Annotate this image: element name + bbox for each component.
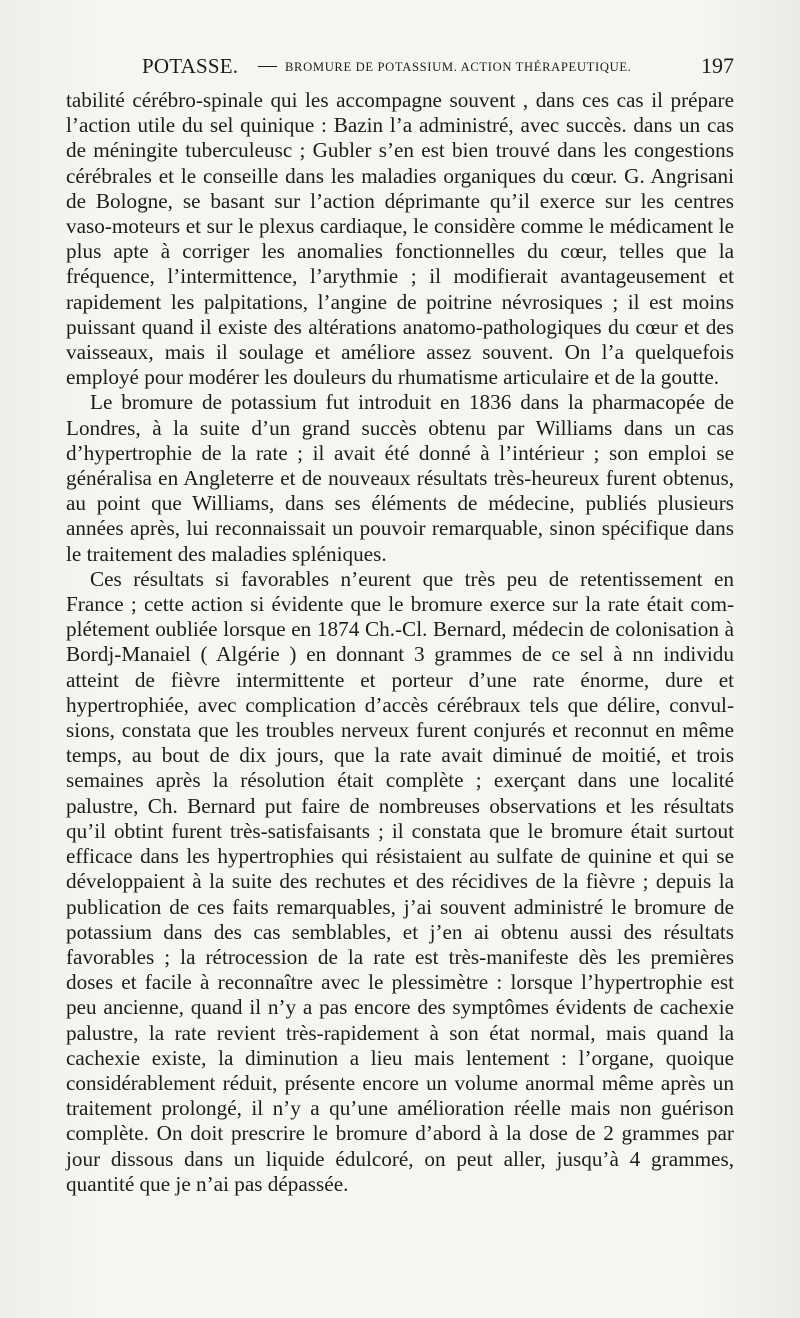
page-number: 197 xyxy=(701,53,734,78)
body-text xyxy=(66,88,734,1197)
running-head xyxy=(140,50,734,80)
section-subtitle: BROMURE DE POTASSIUM. ACTION THÉRAPEUTIQUE. xyxy=(285,60,632,74)
header-dash: — xyxy=(258,55,277,76)
paragraph-bernard: Ces résultats si favorables n’eurent que très peu de retentissement en France ; cette action si évidente que le bromure exerce sur la rate était complétement oubliée lorsque en 1874 Ch.-Cl. Bernard, médecin de colonisation à Bordj-Manaiel ( Algérie ) en donnant 3 grammes de ce sel à nn individu atteint de fièvre intermittente et porteur d’une rate énorme, dure et hypertrophiée, avec complication d’accès cérébraux tels que délire, convulsions, constata que les troubles nerveux furent conjurés et reconnut en même temps, au bout de dix jours, que la rate avait diminué de moitié, et trois semaines après la résolution était complète ; exerçant dans une localité palustre, Ch. Bernard put faire de nombreuses observations et les résultats qu’il obtint furent très-satisfaisants ; il constata que le bromure était surtout efficace dans les hypertrophies qui résistaient au sulfate de quinine et qui se développaient à la suite des rechutes et des récidives de la fièvre ; depuis la publication de ces faits remarquables, j’ai souvent administré le bromure de potassium dans des cas semblables, et j’en ai obtenu aussi des résultats favorables ; la rétrocession de la rate est très-manifeste dès les premières doses et facile à reconnaître avec le plessimètre : lorsque l’hypertrophie est peu ancienne, quand il n’y a pas encore des symptômes évidents de cachexie palustre, la rate revient très-rapidement à son état normal, mais quand la cachexie existe, la diminution a lieu mais lentement : l’organe, quoique considérablement réduit, présente encore un volume anormal même après un traitement prolongé, il n’y a qu’une amélioration réelle mais non guérison complète. On doit prescrire le bromure d’abord à la dose de 2 grammes par jour dissous dans un liquide édulcoré, on peut aller, jusqu’à 4 grammes, quantité que je n’ai pas dépassée. xyxy=(66,566,734,1196)
paragraph-history: Le bromure de potassium fut introduit en 1836 dans la pharmacopée de Londres, à la suite d’un grand succès obtenu par Williams dans un cas d’hypertrophie de la rate ; il avait été donné à l’intérieur ; son emploi se généralisa en Angleterre et de nouveaux résultats très-heureux furent obtenus, au point que Williams, dans ses éléments de médecine, publiés plusieurs années après, lui reconnaissait un pouvoir remarquable, sinon spécifique dans le traitement des maladies spléniques. xyxy=(66,390,734,566)
section-title: POTASSE. xyxy=(142,54,239,78)
paragraph-continuation: tabilité cérébro-spinale qui les accompagne souvent , dans ces cas il prépare l’action utile du sel quinique : Bazin l’a administré, avec succès. dans un cas de méningite tuberculeusc ; Gubler s’en est bien trouvé dans les congestions cérébrales et le conseille dans les maladies organiques du cœur. G. Angrisani de Bologne, se basant sur l’action déprimante qu’il exerce sur les centres vaso-moteurs et sur le plexus cardiaque, le considère comme le médicament le plus apte à corriger les anomalies fonctionnelles du cœur, telles que la fréquence, l’intermittence, l’arythmie ; il modifierait avantageusement et rapidement les palpitations, l’angine de poitrine névrosiques ; il est moins puissant quand il existe des altérations anatomo-pathologiques du cœur et des vaisseaux, mais il soulage et améliore assez souvent. On l’a quelquefois employé pour modérer les douleurs du rhumatisme articulaire et de la goutte. xyxy=(66,88,734,390)
